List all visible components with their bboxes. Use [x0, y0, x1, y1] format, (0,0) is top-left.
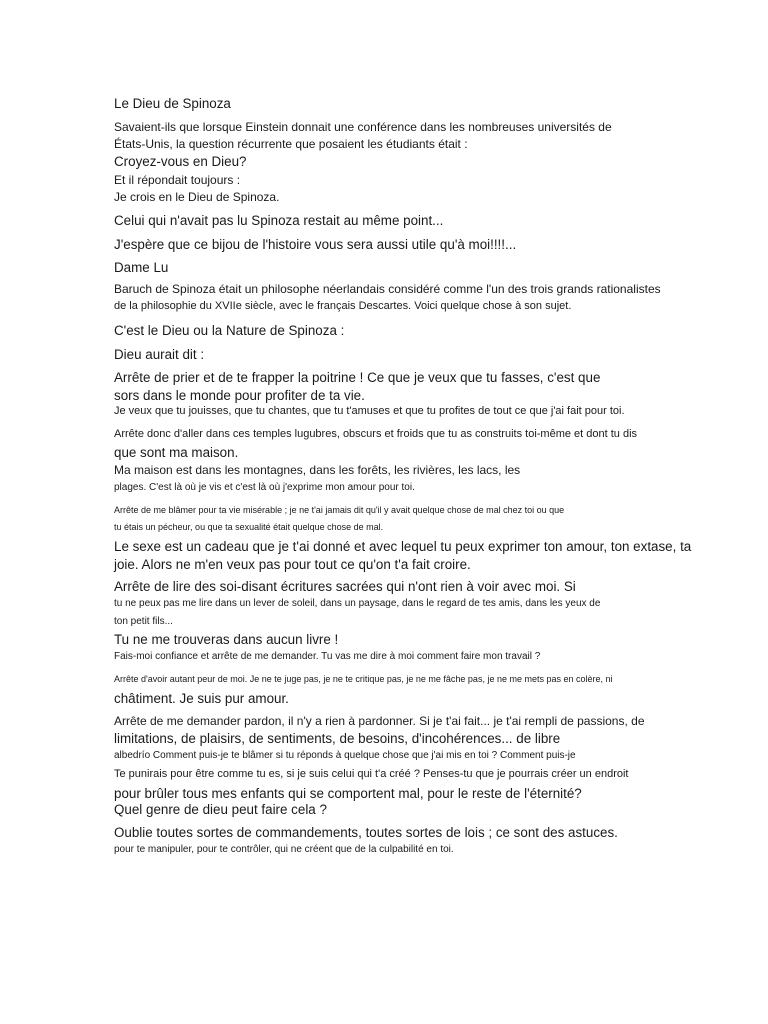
text-line: Fais-moi confiance et arrête de me demander. Tu vas me dire à moi comment faire mon travail ?	[114, 651, 541, 662]
text-line: Arrête donc d'aller dans ces temples lugubres, obscurs et froids que tu as construits toi-même et dont tu dis	[114, 428, 638, 440]
document-title: Le Dieu de Spinoza	[114, 96, 231, 111]
text-line: sors dans le monde pour profiter de ta vie.	[114, 388, 365, 403]
text-line: pour te manipuler, pour te contrôler, qui ne créent que de la culpabilité en toi.	[114, 844, 454, 855]
text-line: Arrête de me demander pardon, il n'y a rien à pardonner. Si je t'ai fait... je t'ai rempli de passions, de	[114, 714, 645, 728]
author-name: Dame Lu	[114, 260, 169, 275]
text-line: Savaient-ils que lorsque Einstein donnait une conférence dans les nombreuses universités de	[114, 120, 612, 134]
text-line: ton petit fils...	[114, 616, 173, 627]
text-line: Je crois en le Dieu de Spinoza.	[114, 190, 280, 204]
text-line: Ma maison est dans les montagnes, dans les forêts, les rivières, les lacs, les	[114, 463, 521, 477]
text-line: Le sexe est un cadeau que je t'ai donné et avec lequel tu peux exprimer ton amour, ton extase, ta	[114, 539, 692, 554]
text-line: Quel genre de dieu peut faire cela ?	[114, 802, 327, 817]
text-line: États-Unis, la question récurrente que posaient les étudiants était :	[114, 137, 468, 151]
text-line: Arrête d'avoir autant peur de moi. Je ne te juge pas, je ne te critique pas, je ne me fâche pas, je ne me mets pas en colère, ni	[114, 674, 613, 684]
text-line: tu étais un pécheur, ou que ta sexualité était quelque chose de mal.	[114, 522, 384, 532]
text-line: que sont ma maison.	[114, 445, 239, 460]
text-line: plages. C'est là où je vis et c'est là où j'exprime mon amour pour toi.	[114, 482, 415, 493]
text-line: Arrête de prier et de te frapper la poitrine ! Ce que je veux que tu fasses, c'est que	[114, 370, 601, 385]
text-line: Je veux que tu jouisses, que tu chantes, que tu t'amuses et que tu profites de tout ce que j'ai fait pour toi.	[114, 405, 625, 417]
text-line: Arrête de lire des soi-disant écritures sacrées qui n'ont rien à voir avec moi. Si	[114, 579, 576, 594]
text-line: Baruch de Spinoza était un philosophe néerlandais considéré comme l'un des trois grands rationalistes	[114, 282, 661, 296]
text-line: Oublie toutes sortes de commandements, toutes sortes de lois ; ce sont des astuces.	[114, 825, 618, 840]
text-line: Et il répondait toujours :	[114, 173, 241, 187]
text-line: tu ne peux pas me lire dans un lever de soleil, dans un paysage, dans le regard de tes amis, dans les yeux de	[114, 598, 601, 609]
text-line: Arrête de me blâmer pour ta vie misérable ; je ne t'ai jamais dit qu'il y avait quelque chose de mal chez toi ou que	[114, 505, 565, 515]
text-line: Te punirais pour être comme tu es, si je suis celui qui t'a créé ? Penses-tu que je pourrais créer un endroit	[114, 768, 629, 780]
text-line: joie. Alors ne m'en veux pas pour tout ce qu'on t'a fait croire.	[114, 557, 471, 572]
text-line: de la philosophie du XVIIe siècle, avec le français Descartes. Voici quelque chose à son sujet.	[114, 300, 572, 312]
section-heading: C'est le Dieu ou la Nature de Spinoza :	[114, 323, 345, 338]
text-line: châtiment. Je suis pur amour.	[114, 691, 289, 706]
text-line: Tu ne me trouveras dans aucun livre !	[114, 632, 339, 647]
text-line: J'espère que ce bijou de l'histoire vous sera aussi utile qu'à moi!!!!...	[114, 237, 517, 252]
text-line: albedrío Comment puis-je te blâmer si tu réponds à quelque chose que j'ai mis en toi ? Comment puis-je	[114, 750, 576, 761]
text-line: pour brûler tous mes enfants qui se comportent mal, pour le reste de l'éternité?	[114, 786, 582, 801]
text-line: Dieu aurait dit :	[114, 347, 205, 362]
text-line: Celui qui n'avait pas lu Spinoza restait au même point...	[114, 213, 444, 228]
text-line: limitations, de plaisirs, de sentiments, de besoins, d'incohérences... de libre	[114, 731, 561, 746]
text-line: Croyez-vous en Dieu?	[114, 154, 247, 169]
